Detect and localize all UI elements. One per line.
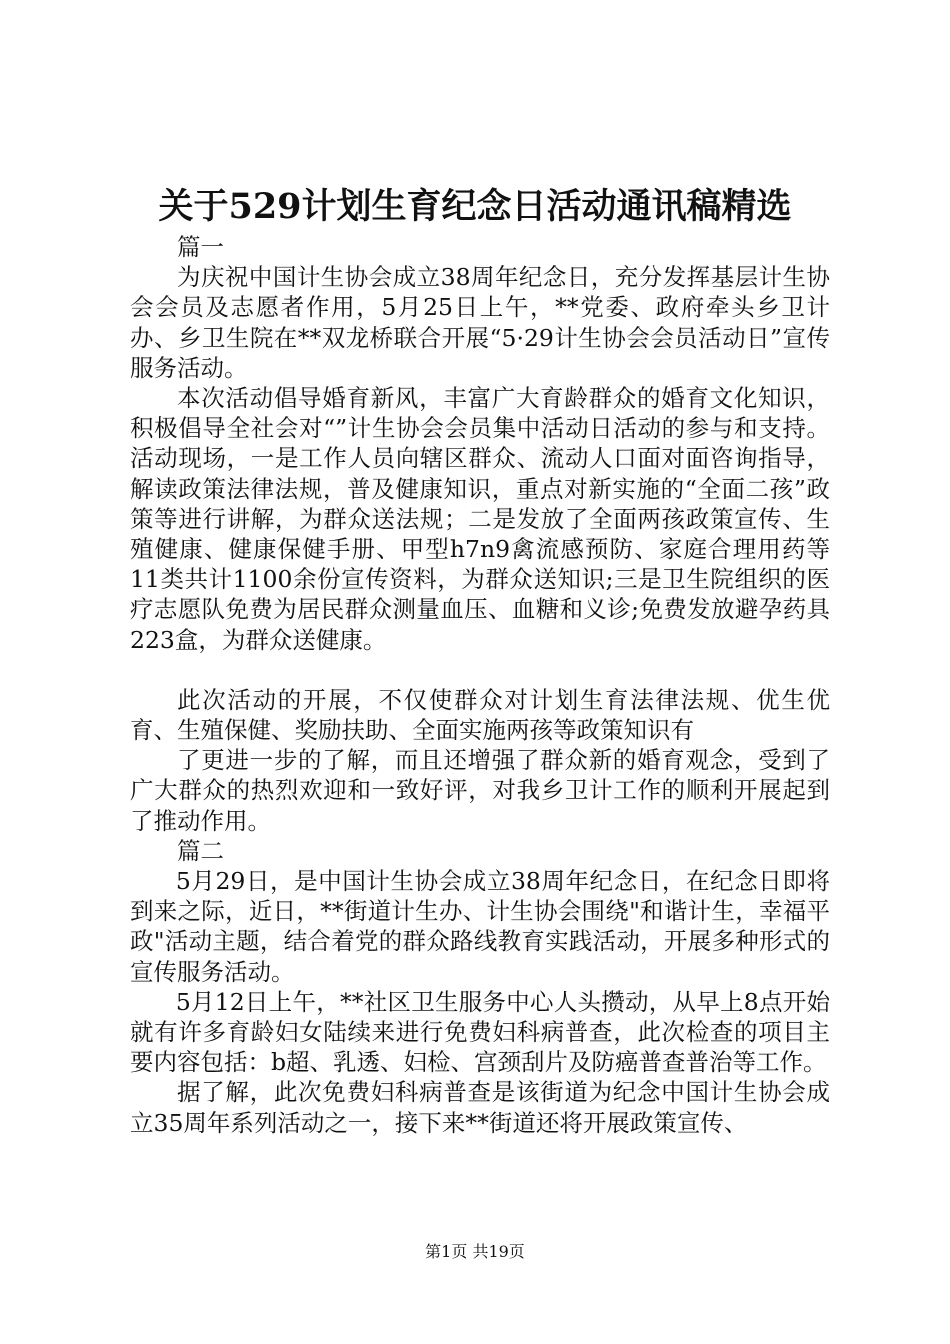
paragraph: 据了解，此次免费妇科病普查是该街道为纪念中国计生协会成立35周年系列活动之一，接下来**街道还将开展政策宣传、 <box>130 1078 830 1137</box>
section-heading-1: 篇一 <box>177 233 224 261</box>
paragraph: 5月29日，是中国计生协会成立38周年纪念日，在纪念日即将到来之际，近日，**街道计生办、计生协会围绕"和谐计生，幸福平政"活动主题，结合着党的群众路线教育实践活动，开展多种形式的宣传服务活动。 <box>130 867 830 986</box>
section-heading-2: 篇二 <box>177 836 224 865</box>
paragraph: 5月12日上午，**社区卫生服务中心人头攒动，从早上8点开始就有许多育龄妇女陆续来进行免费妇科病普查，此次检查的项目主要内容包括：b超、乳透、妇检、宫颈刮片及防癌普查普治等工作。 <box>130 987 830 1077</box>
document-body <box>130 232 830 1138</box>
paragraph: 本次活动倡导婚育新风，丰富广大育龄群众的婚育文化知识，积极倡导全社会对“”计生协会会员集中活动日活动的参与和支持。活动现场，一是工作人员向辖区群众、流动人口面对面咨询指导，解读政策法律法规，普及健康知识，重点对新实施的“全面二孩”政策等进行讲解，为群众送法规；二是发放了全面两孩政策宣传、生殖健康、健康保健手册、甲型h7n9禽流感预防、家庭合理用药等11类共计1100余份宣传资料，为群众送知识;三是卫生院组织的医疗志愿队免费为居民群众测量血压、血糖和义诊;免费发放避孕药具223盒，为群众送健康。 <box>130 384 830 654</box>
paragraph: 为庆祝中国计生协会成立38周年纪念日，充分发挥基层计生协会会员及志愿者作用，5月25日上午，**党委、政府牵头乡卫计办、乡卫生院在**双龙桥联合开展“5·29计生协会会员活动日”宣传服务活动。 <box>130 263 830 382</box>
paragraph: 此次活动的开展，不仅使群众对计划生育法律法规、优生优育、生殖保健、奖励扶助、全面实施两孩等政策知识有 <box>130 685 830 745</box>
document-title: 关于529计划生育纪念日活动通讯稿精选 <box>158 186 792 227</box>
blank-line <box>130 655 830 685</box>
page-footer: 第1页 共19页 <box>425 1242 525 1261</box>
paragraph: 了更进一步的了解，而且还增强了群众新的婚育观念，受到了广大群众的热烈欢迎和一致好评，对我乡卫计工作的顺利开展起到了推动作用。 <box>130 746 830 835</box>
